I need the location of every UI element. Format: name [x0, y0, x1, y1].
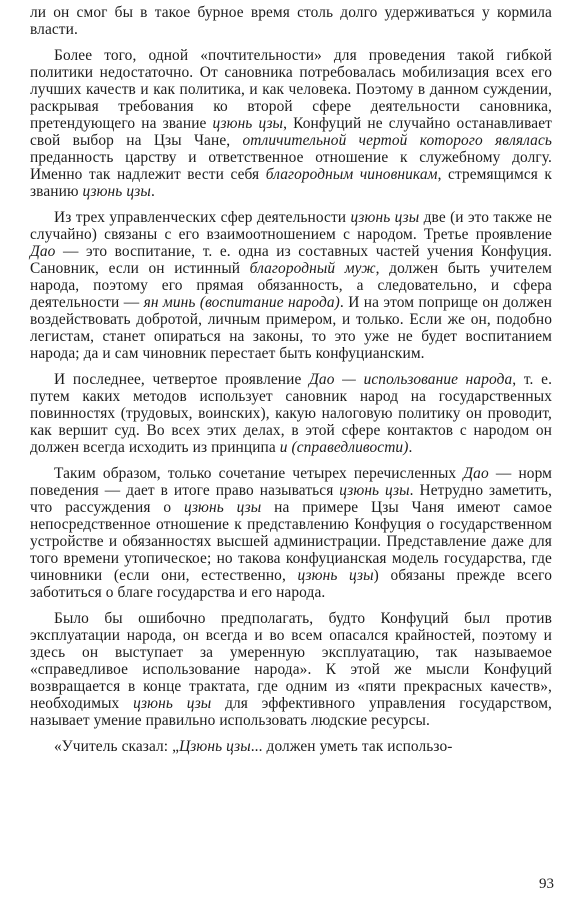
- italic-text-segment: цзюнь цзы: [82, 183, 151, 200]
- text-segment: , Конфуций не случайно останавливает свой выбор на Цзы Чане,: [30, 115, 552, 149]
- italic-text-segment: ян минь (воспитание народа): [143, 294, 340, 311]
- italic-text-segment: цзюнь цзы: [183, 499, 262, 516]
- page-number: 93: [539, 876, 554, 892]
- italic-text-segment: цзюнь цзы: [297, 567, 374, 584]
- italic-text-segment: цзюнь цзы: [133, 695, 212, 712]
- text-segment: ... должен уметь так использо-: [250, 738, 453, 755]
- italic-text-segment: цзюнь цзы: [339, 482, 410, 499]
- book-page: [30, 4, 552, 755]
- italic-text-segment: благородным чиновникам: [265, 166, 438, 183]
- text-segment: . И на этом поприще он должен воздействовать добротой, личным примером, и только. Если же он, подобно легистам, станет опираться на законы, то это уже не будет воспитанием народа; да и сам чиновник перестает быть конфуцианским.: [30, 294, 552, 362]
- text-segment: .: [408, 439, 413, 456]
- page-text-body: [30, 4, 552, 755]
- text-segment: ) обязаны прежде всего заботиться о благе государства и его народа.: [30, 567, 552, 601]
- text-segment: , должен быть учителем народа, поэтому его прямая обязанность, а следовательно, и сфера деятельности —: [30, 260, 552, 311]
- text-segment: , т. е. путем каких методов использует сановник народ на государственных повинностях (трудовых, воинских), какую налоговую политику он проводит, как вершит суд. Во всех этих делах, в этой сфере контактов с народом он должен всегда исходить из принципа: [30, 371, 553, 456]
- italic-text-segment: Дао: [463, 465, 489, 482]
- text-segment: две (и это также не случайно) связаны с его взаимоотношением с народом. Третье проявление: [30, 209, 552, 243]
- text-segment: Из трех управленческих сфер деятельности: [54, 209, 351, 226]
- italic-text-segment: Цзюнь цзы: [179, 738, 251, 755]
- paragraph: [30, 371, 552, 456]
- text-segment: Таким образом, только сочетание четырех перечисленных: [54, 465, 464, 482]
- text-segment: .: [150, 183, 155, 200]
- paragraph: [30, 610, 552, 729]
- text-segment: преданность царству и ответственное отношение к служебному долгу. Именно так надлежит вести себя: [30, 149, 552, 183]
- text-segment: , стремящимся к званию: [30, 166, 553, 200]
- text-segment: ли он смог бы в такое бурное время столь долго удерживаться у кормила власти.: [30, 4, 552, 38]
- text-segment: для эффективного управления государством, называет умение правильно использовать людские ресурсы.: [30, 695, 553, 729]
- paragraph: [30, 738, 552, 755]
- text-segment: . Нетрудно заметить, что рассуждения о: [30, 482, 552, 516]
- text-segment: Более того, одной «почтительности» для проведения такой гибкой политики недостаточно. От сановника потребовалась мобилизация всех его лучших качеств и как политика, и как человека. Поэтому в данном суждении, раскрывая требования ко второй сфере деятельности сановника, претендующего на звание: [30, 47, 552, 132]
- paragraph: [30, 209, 552, 362]
- text-segment: — норм поведения — дает в итоге право называться: [30, 465, 552, 499]
- text-segment: — это воспитание, т. е. одна из составных частей учения Конфуция. Сановник, если он истинный: [30, 243, 552, 277]
- paragraph: [30, 4, 552, 38]
- italic-text-segment: Дао: [30, 243, 56, 260]
- italic-text-segment: цзюнь цзы: [212, 115, 284, 132]
- italic-text-segment: благородный муж: [249, 260, 376, 277]
- paragraph: [30, 465, 552, 601]
- italic-text-segment: Дао — использование народа: [309, 371, 513, 388]
- text-segment: Было бы ошибочно предполагать, будто Конфуций был против эксплуатации народа, он всегда и во всем опасался крайностей, поэтому и здесь он выступает за умеренную эксплуатацию, так называемое «справедливое использование народа». К этой же мысли Конфуций возвращается в конце трактата, где одним из «пяти прекрасных качеств», необходимых: [30, 610, 552, 712]
- paragraph: [30, 47, 552, 200]
- text-segment: И последнее, четвертое проявление: [54, 371, 310, 388]
- italic-text-segment: цзюнь цзы: [350, 209, 420, 226]
- text-segment: «Учитель сказал: „: [54, 738, 180, 755]
- italic-text-segment: отличительной чертой которого являлась: [242, 132, 552, 149]
- italic-text-segment: и (справедливости): [279, 439, 409, 456]
- text-segment: на примере Цзы Чаня имеют самое непосредственное отношение к представлению Конфуция о государственном устройстве и обязанностях высшей администрации. Представление даже для того времени утопическое; но такова конфуцианская модель государства, где чиновники (если они, естественно,: [30, 499, 553, 584]
